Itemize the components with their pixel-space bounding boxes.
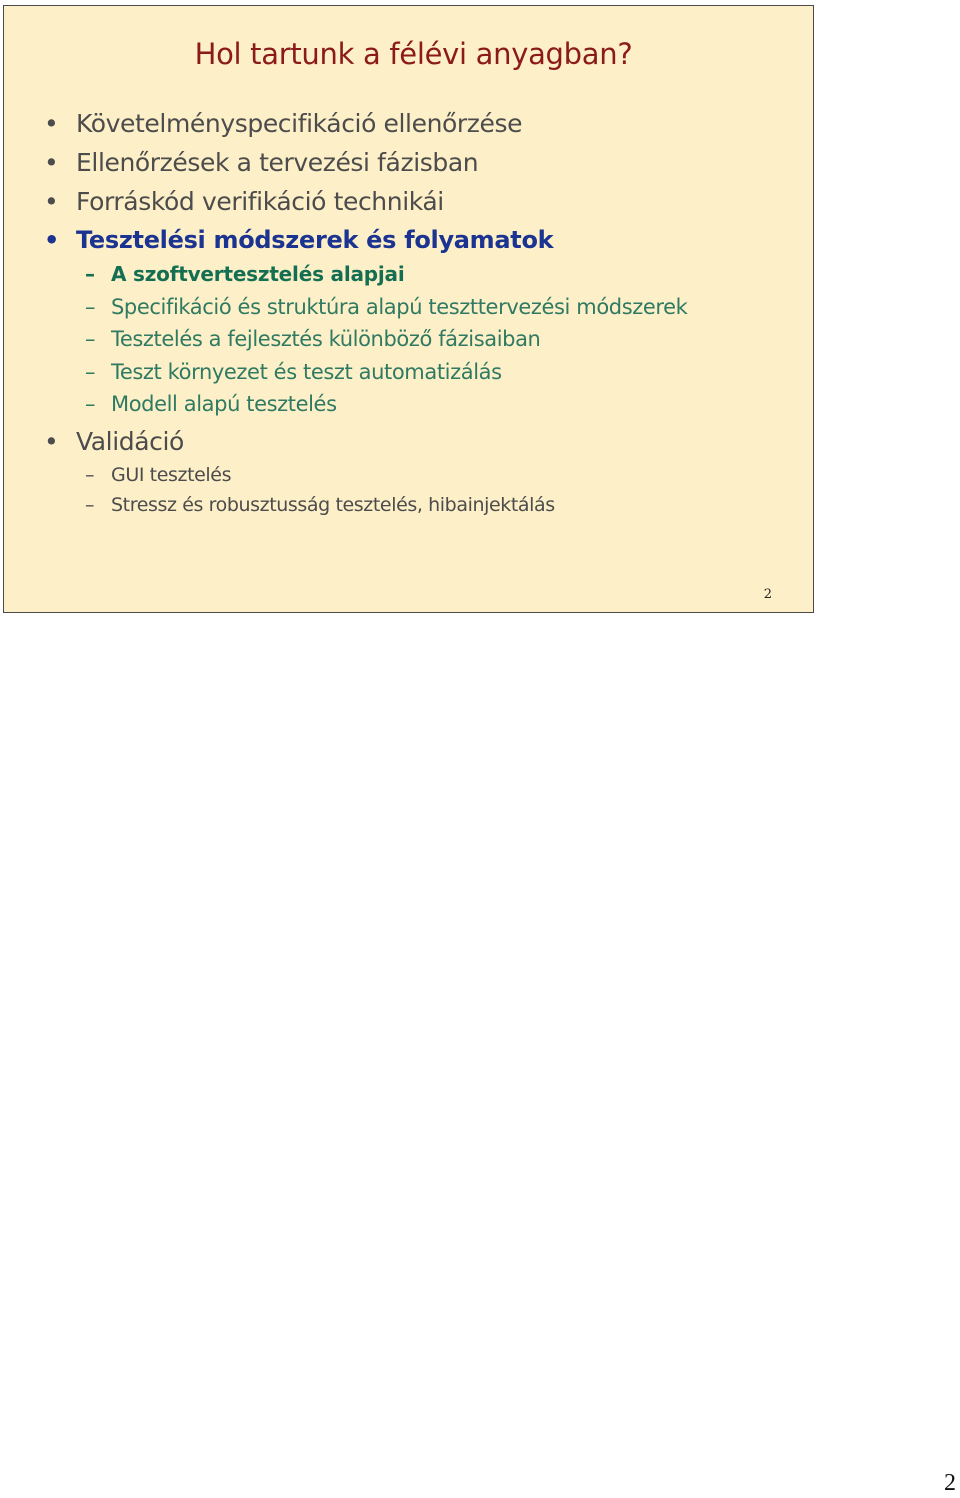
sub-item-text: Specifikáció és struktúra alapú teszttervezési módszerek <box>111 295 688 319</box>
slide-title: Hol tartunk a félévi anyagban? <box>194 37 633 71</box>
bullet-marker: • <box>44 427 59 456</box>
sub-item-text: Stressz és robusztusság tesztelés, hibainjektálás <box>111 494 555 516</box>
dash-marker: – <box>85 262 95 286</box>
list-item-text: Validáció <box>76 427 184 456</box>
dash-marker: – <box>85 392 96 416</box>
list-item-text: Tesztelési módszerek és folyamatok <box>76 226 554 254</box>
list-item-text: Követelményspecifikáció ellenőrzése <box>76 109 523 138</box>
dash-marker: – <box>85 360 96 384</box>
dash-marker: – <box>85 494 95 516</box>
sub-item-text: Teszt környezet és teszt automatizálás <box>111 360 502 384</box>
dash-marker: – <box>85 464 95 486</box>
dash-marker: – <box>85 327 96 351</box>
slide-number: 2 <box>763 587 772 602</box>
sub-item-text: Tesztelés a fejlesztés különböző fázisaiban <box>111 327 541 351</box>
sub-item-text: A szoftvertesztelés alapjai <box>111 262 405 286</box>
bullet-marker: • <box>44 148 59 177</box>
bullet-list <box>4 6 813 612</box>
page-number: 2 <box>944 1470 956 1496</box>
slide <box>3 5 814 613</box>
list-item-text: Forráskód verifikáció technikái <box>76 187 444 216</box>
dash-marker: – <box>85 295 96 319</box>
sub-item-text: GUI tesztelés <box>111 464 232 486</box>
bullet-marker: • <box>44 187 59 216</box>
sub-item-text: Modell alapú tesztelés <box>111 392 337 416</box>
list-item-text: Ellenőrzések a tervezési fázisban <box>76 148 479 177</box>
bullet-marker: • <box>44 226 60 254</box>
bullet-marker: • <box>44 109 59 138</box>
